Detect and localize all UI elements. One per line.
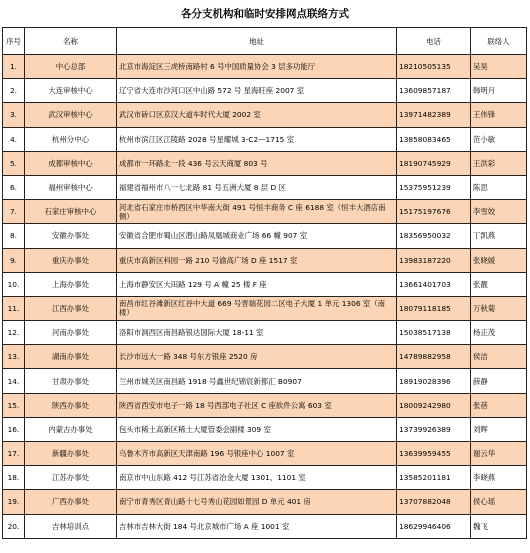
- row-number: 10.: [3, 272, 25, 296]
- office-name: 江西办事处: [25, 296, 117, 320]
- office-phone: 18356950032: [397, 224, 471, 248]
- office-address: 河北省石家庄市桥西区中华南大街 491 号恒丰商务 C 座 6188 室（恒丰大酒店南侧）: [117, 200, 397, 224]
- office-phone: 14789882958: [397, 345, 471, 369]
- office-name: 江苏办事处: [25, 466, 117, 490]
- table-row: [3, 417, 527, 441]
- table-row: [3, 296, 527, 320]
- table-row: [3, 369, 527, 393]
- office-name: 石家庄审核中心: [25, 200, 117, 224]
- table-row: [3, 200, 527, 224]
- office-name: 内蒙古办事处: [25, 417, 117, 441]
- row-number: 15.: [3, 393, 25, 417]
- contact-person: 杨正茂: [471, 321, 527, 345]
- contact-person: 陈思: [471, 175, 527, 199]
- office-phone: 15175197676: [397, 200, 471, 224]
- contact-person: 范小敏: [471, 127, 527, 151]
- contact-person: 侯洁: [471, 345, 527, 369]
- row-number: 14.: [3, 369, 25, 393]
- contact-person: 谢云华: [471, 442, 527, 466]
- office-name: 成都审核中心: [25, 151, 117, 175]
- row-number: 16.: [3, 417, 25, 441]
- table-row: [3, 490, 527, 514]
- table-row: [3, 224, 527, 248]
- table-row: [3, 514, 527, 538]
- office-address: 安徽省合肥市蜀山区潜山路凤凰城商业广场 66 幢 907 室: [117, 224, 397, 248]
- table-row: [3, 466, 527, 490]
- office-name: 大连审核中心: [25, 79, 117, 103]
- office-phone: 18079118185: [397, 296, 471, 320]
- header-address: 地址: [117, 28, 397, 55]
- row-number: 13.: [3, 345, 25, 369]
- contact-person: 薛静: [471, 369, 527, 393]
- office-address: 福建省福州市八一七北路 81 号五洲大厦 8 层 D 区: [117, 175, 397, 199]
- table-row: [3, 151, 527, 175]
- office-name: 湖南办事处: [25, 345, 117, 369]
- row-number: 3.: [3, 103, 25, 127]
- office-address: 长沙市远大一路 348 号东方银座 2520 房: [117, 345, 397, 369]
- office-phone: 15375951239: [397, 175, 471, 199]
- office-address: 杭州市滨江区江陵路 2028 号星耀城 3-C2—1715 室: [117, 127, 397, 151]
- row-number: 1.: [3, 55, 25, 79]
- table-row: [3, 321, 527, 345]
- office-address: 南京市中山东路 412 号江苏省冶金大厦 1301、1101 室: [117, 466, 397, 490]
- row-number: 20.: [3, 514, 25, 538]
- office-name: 吉林培训点: [25, 514, 117, 538]
- row-number: 19.: [3, 490, 25, 514]
- table-row: [3, 103, 527, 127]
- office-name: 河南办事处: [25, 321, 117, 345]
- table-row: [3, 442, 527, 466]
- office-name: 杭州分中心: [25, 127, 117, 151]
- contact-person: 韩明月: [471, 79, 527, 103]
- contact-person: 李晓燕: [471, 466, 527, 490]
- table-row: [3, 272, 527, 296]
- office-address: 重庆市高新区科园一路 210 号渝高广场 D 座 1517 室: [117, 248, 397, 272]
- table-row: [3, 175, 527, 199]
- table-row: [3, 79, 527, 103]
- office-address: 南昌市红谷滩新区红谷中大道 669 号晋瑞花园二区电子大厦 1 单元 1306 室（南楼）: [117, 296, 397, 320]
- office-phone: 18919028396: [397, 369, 471, 393]
- row-number: 8.: [3, 224, 25, 248]
- contact-person: 万秋菊: [471, 296, 527, 320]
- office-address: 兰州市城关区南昌路 1918 号鑫世纪锦宸新都汇 B0907: [117, 369, 397, 393]
- office-name: 甘肃办事处: [25, 369, 117, 393]
- office-address: 上海市静安区大田路 129 号 A 幢 25 楼 F 座: [117, 272, 397, 296]
- row-number: 17.: [3, 442, 25, 466]
- office-address: 洛阳市洞西区南昌路银达国际大厦 18-11 室: [117, 321, 397, 345]
- office-address: 成都市一环路北一段 436 号云天商厦 803 号: [117, 151, 397, 175]
- office-phone: 13585201181: [397, 466, 471, 490]
- office-address: 辽宁省大连市沙河口区中山路 572 号 星海旺座 2007 室: [117, 79, 397, 103]
- office-phone: 13983187220: [397, 248, 471, 272]
- office-name: 安徽办事处: [25, 224, 117, 248]
- header-contact: 联络人: [471, 28, 527, 55]
- office-phone: 13739926389: [397, 417, 471, 441]
- office-name: 陕西办事处: [25, 393, 117, 417]
- office-address: 北京市海淀区三虎桥南路村 6 号中国质量协会 3 层多功能厅: [117, 55, 397, 79]
- row-number: 6.: [3, 175, 25, 199]
- table-row: [3, 345, 527, 369]
- row-number: 5.: [3, 151, 25, 175]
- office-phone: 18009242980: [397, 393, 471, 417]
- row-number: 2.: [3, 79, 25, 103]
- office-phone: 13661401703: [397, 272, 471, 296]
- office-phone: 13639959455: [397, 442, 471, 466]
- row-number: 7.: [3, 200, 25, 224]
- office-phone: 13971482389: [397, 103, 471, 127]
- office-phone: 13858083465: [397, 127, 471, 151]
- contact-person: 张蓓: [471, 393, 527, 417]
- header-name: 名称: [25, 28, 117, 55]
- contact-person: 魏飞: [471, 514, 527, 538]
- contact-person: 李雪姣: [471, 200, 527, 224]
- office-name: 武汉审核中心: [25, 103, 117, 127]
- office-address: 武汉市硚口区京汉大道车时代大厦 2002 室: [117, 103, 397, 127]
- office-phone: 18210505135: [397, 55, 471, 79]
- table-row: [3, 393, 527, 417]
- office-address: 包头市稀土高新区稀土大厦管委会副楼 309 室: [117, 417, 397, 441]
- office-phone: 18629946406: [397, 514, 471, 538]
- office-name: 中心总部: [25, 55, 117, 79]
- contact-person: 张晓媛: [471, 248, 527, 272]
- office-name: 重庆办事处: [25, 248, 117, 272]
- row-number: 9.: [3, 248, 25, 272]
- table-row: [3, 55, 527, 79]
- row-number: 4.: [3, 127, 25, 151]
- office-address: 乌鲁木齐市高新区天津南路 196 号银座中心 1007 室: [117, 442, 397, 466]
- table-body: [3, 55, 527, 539]
- office-name: 广西办事处: [25, 490, 117, 514]
- contact-person: 王伟锋: [471, 103, 527, 127]
- contact-person: 王洪彩: [471, 151, 527, 175]
- header-no: 序号: [3, 28, 25, 55]
- table-row: [3, 248, 527, 272]
- office-name: 新疆办事处: [25, 442, 117, 466]
- row-number: 18.: [3, 466, 25, 490]
- office-address: 吉林市吉林大街 184 号北京城市广场 A 座 1001 室: [117, 514, 397, 538]
- contact-person: 刘辉: [471, 417, 527, 441]
- office-phone: 13609857187: [397, 79, 471, 103]
- row-number: 12.: [3, 321, 25, 345]
- office-name: 上海办事处: [25, 272, 117, 296]
- office-phone: 13707882048: [397, 490, 471, 514]
- office-name: 福州审核中心: [25, 175, 117, 199]
- office-phone: 18190745929: [397, 151, 471, 175]
- contact-person: 侯心瑶: [471, 490, 527, 514]
- contacts-table: [2, 27, 527, 539]
- table-row: [3, 127, 527, 151]
- office-address: 南宁市青秀区青山路十七号秀山花园如景园 D 单元 401 房: [117, 490, 397, 514]
- contact-person: 吴昊: [471, 55, 527, 79]
- row-number: 11.: [3, 296, 25, 320]
- contact-person: 张靓: [471, 272, 527, 296]
- document-title: 各分支机构和临时安排网点联络方式: [181, 8, 349, 20]
- office-phone: 15038517138: [397, 321, 471, 345]
- contact-person: 丁凯燕: [471, 224, 527, 248]
- table-header-row: [3, 28, 527, 55]
- office-address: 陕西省西安市电子一路 18 号西部电子社区 C 座软件公寓 603 室: [117, 393, 397, 417]
- header-phone: 电话: [397, 28, 471, 55]
